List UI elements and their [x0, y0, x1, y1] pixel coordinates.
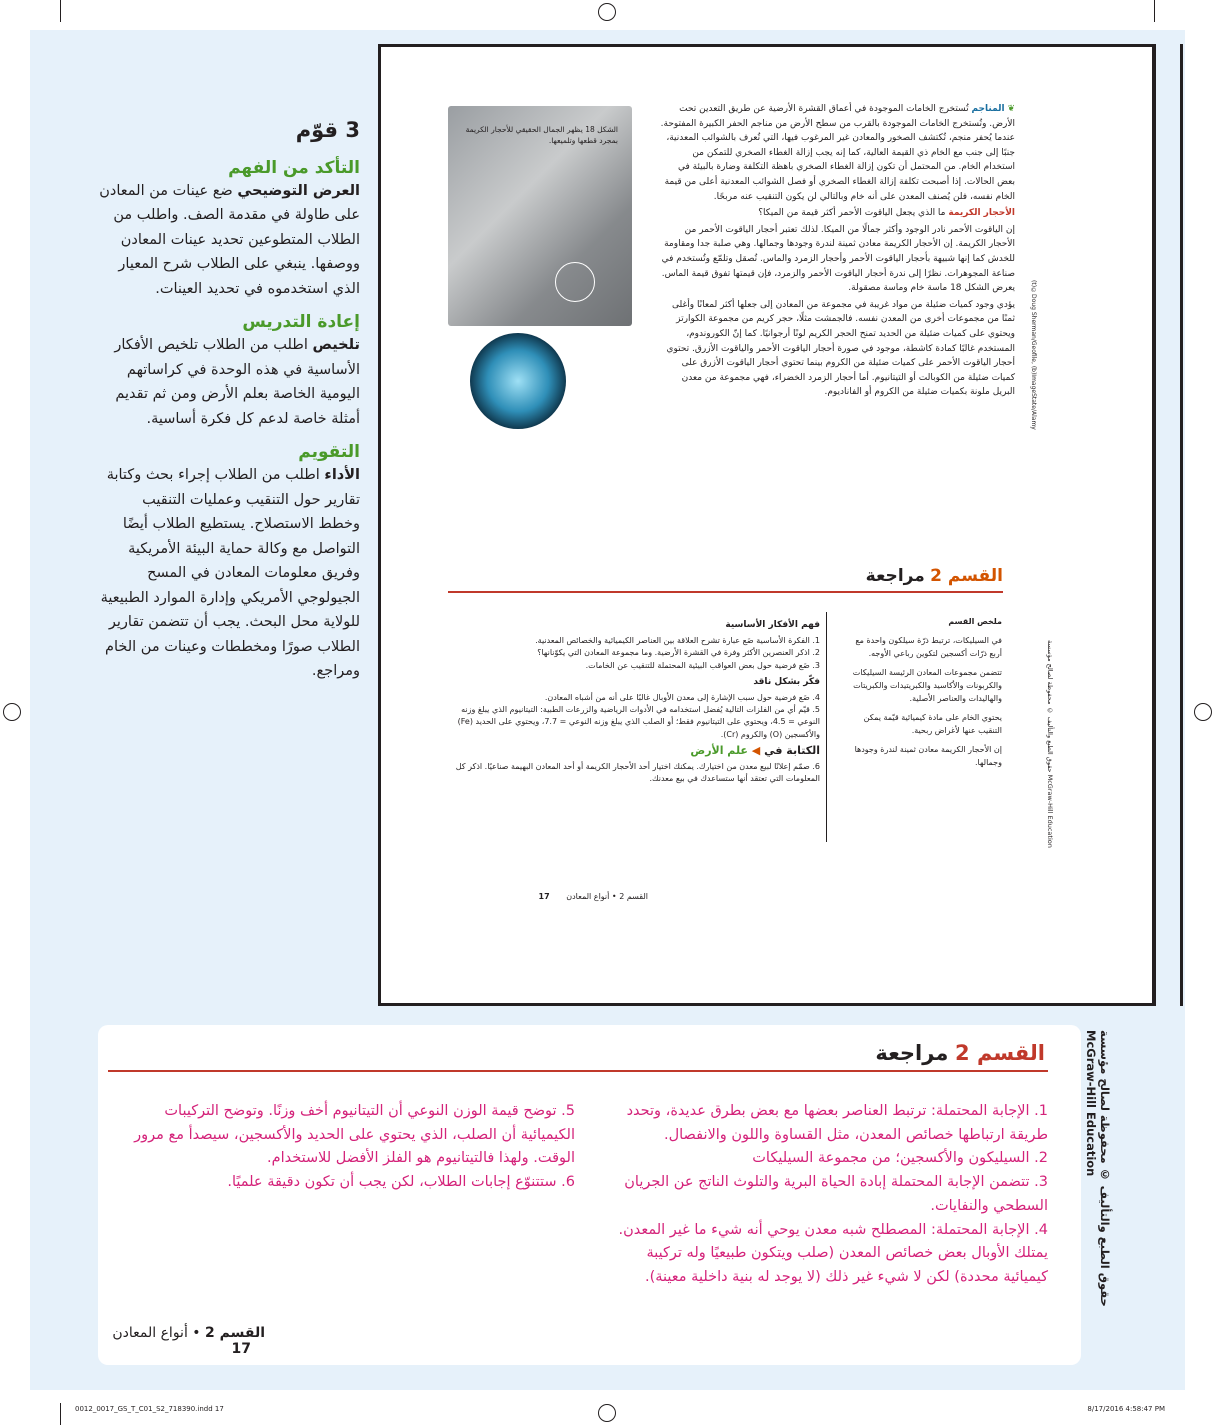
summary-item: تتضمن مجموعات المعادن الرئيسة السيليكات والكربونات والأكاسيد والكبريتيدات والكبريتات والهاليدات والعناصر الأصلية.	[852, 668, 1002, 703]
zoom-circle	[555, 262, 595, 302]
answer: 3. تتضمن الإجابة المحتملة إبادة الحياة البرية والتلوث الناتج عن الجريان السطحي والنفايات.	[624, 1174, 1048, 1214]
summary-title: ملخص القسم	[948, 617, 1002, 626]
answer: 2. السيليكون والأكسجين؛ من مجموعة السيليكات	[752, 1150, 1048, 1167]
assess-paragraph: الأداء اطلب من الطلاب إجراء بحث وكتابة تقارير حول التنقيب وعمليات التنقيب وخطط الاستصلاح. يستطيع الطلاب أيضًا التواصل مع وكالة حماية البيئة الأمريكية وفريق معلومات المعادن في المسح الجيولوجي الأمريكي وإدارة الموارد الطبيعية للولاية محل البحث. يجب أن تتضمن تقارير الطلاب صورًا ومخططات وعينات من الخام ومراجع.	[100, 467, 360, 679]
question: 4. ضَع فرضية حول سبب الإشارة إلى معدن الأوبال غالبًا على أنه من أشباه المعادن.	[544, 693, 820, 703]
mines-paragraph: ❦ المناجم تُستخرج الخامات الموجودة في أعماق القشرة الأرضية عن طريق التعدين تحت الأرض. وتُستخرج الخامات الموجودة بالقرب من سطح الأرض من مناجم الحفر الكبيرة المفتوحة. عندما يُحفر منجم، تُكتشف الصخور والمعادن غير المرغوب فيها، التي تُعرف بالشوائب المعدنية، جنبًا إلى جنب مع الخام ذي القيمة العالية، كما إنه يجب إزالة الغطاء الصخري للتمكن من استخدام الخام. من المحتمل أن تكون إزالة الغطاء الصخري باهظة التكلفة وضارة بالبيئة في بعض الحالات. إذا أصبحت تكلفة إزالة الغطاء الصخري أو فصل الشوائب المعدنية أعلى من قيمة الخام نفسه، فلن يُصنف المعدن على أنه خام وبالتالي لن يكون التنقيب عنه مربحًا.	[660, 104, 1015, 202]
crop-mark	[1154, 0, 1155, 22]
answer: 5. توضح قيمة الوزن النوعي أن التيتانيوم أخف وزنًا. وتوضح التركيبات الكيميائية أن الصلب، الذي يحتوي على الحديد والأكسجين، سيصدأ مع مرور الوقت. ولهذا فالتيتانيوم هو الفلز الأفضل للاستخدام.	[134, 1103, 575, 1167]
summary-item: في السيليكات، ترتبط ذرّة سيلكون واحدة مع أربع ذرّات أكسجين لتكوين رباعي الأوجه.	[855, 636, 1002, 658]
print-slug	[75, 1405, 1165, 1413]
answer: 4. الإجابة المحتملة: المصطلح شبه معدن يوحي أنه شيء ما غير المعدن. يمتلك الأوبال بعض خصائص المعدن (صلب ويتكون طبيعيًا وله تركيبة كيميائية محددة) لكن لا شيء غير ذلك (لا يوجد له بنية داخلية معينة).	[618, 1221, 1048, 1285]
leaf-icon: ❦	[1007, 104, 1015, 114]
questions-title: فهم الأفكار الأساسية	[725, 620, 820, 630]
photo-credit: (t)©Doug Sherman/Geofile, (b)ImageState/Alamy	[1030, 280, 1037, 430]
registration-mark	[1194, 703, 1212, 721]
gems-paragraph: إن الياقوت الأحمر نادر الوجود وأكثر جمالًا من الميكا. لذلك تعتبر أحجار الياقوت الأحمر من الأحجار الكريمة. إن الأحجار الكريمة معادن ثمينة لندرة وجودها وجمالها. وهي صلبة جدا ومقاومة للخدش كما إنها شبيهة بأحجار الياقوت الأحمر وأحجار الزمرد والماس. تُصقل وتلمّع وتُستخدم في صناعة المجوهرات. نظرًا إلى ندرة أحجار الياقوت الأحمر والزمرد، فإن قيمتها تفوق قيمة الماس. يعرض الشكل 18 ماسة خام وماسة مصقولة.	[661, 224, 1015, 294]
question: 1. الفكرة الأساسية ضَع عبارة تشرح العلاقة بين العناصر الكيميائية والخصائص المعدنية.	[535, 636, 820, 646]
teacher-panel	[98, 118, 360, 688]
summary-item: يحتوي الخام على مادة كيميائية قيّمة يمكن التنقيب عنها لأغراض ربحية.	[863, 713, 1002, 735]
assess-title: التقويم	[298, 442, 360, 462]
answer-review-heading: القسم 2 مراجعة	[875, 1041, 1045, 1065]
figure-caption: الشكل 18 يظهر الجمال الحقيقي للأحجار الكريمة بمجرد قطعها وتلميعها.	[465, 125, 618, 145]
question: 3. ضَع فرضية حول بعض العواقب البيئية المحتملة للتنقيب عن الخامات.	[585, 660, 820, 670]
copyright-credit: حقوق الطبع والتأليف © محفوظة لصالح مؤسسة McGraw-Hill Education	[1046, 640, 1054, 848]
review-questions	[455, 615, 820, 785]
answer: 1. الإجابة المحتملة: ترتبط العناصر بعضها مع بعض بطرق عديدة، وتحدد طريقة ارتباطها خصائص المعدن، مثل القساوة واللون والانفصال.	[626, 1103, 1048, 1143]
page-footer: القسم 2 • أنواع المعادن 17	[538, 892, 648, 901]
cut-diamond-photo	[470, 333, 566, 429]
page-border	[1180, 44, 1183, 1006]
registration-mark	[598, 3, 616, 21]
question: 6. صمّم إعلانًا لبيع معدن من اختيارك. يمكنك اختيار أحد الأحجار الكريمة أو أحد المعادن البهيمة صناعيًا. اذكر كل المعلومات التي تعتقد أنها ستساعدك في بيع معدنك.	[455, 762, 820, 784]
answer: 6. ستتنوّع إجابات الطلاب، لكن يجب أن تكون دقيقة علميًا.	[227, 1174, 575, 1191]
check-title: التأكد من الفهم	[228, 157, 360, 178]
answers-right	[600, 1100, 1048, 1290]
bottom-footer: القسم 2 • أنواع المعادن 17	[112, 1325, 265, 1357]
reteach-title: إعادة التدريس	[242, 312, 360, 332]
gems-paragraph-2: يؤدي وجود كميات ضئيلة من مواد غريبة في مجموعة من المعادن إلى جعلها أكثر لمعانًا وأغلى ثمنًا من مجموعات أخرى من المعدن نفسه. فالجمشت مثلًا، حجر كريم من مجموعة الكوارتز ويحتوي على كميات ضئيلة من الحديد تمنح الحجر الكريم لونًا أرجوانيًا. كما إنّ الكوروندوم، المستخدم غالبًا كمادة كاشطة، موجود في صورة أحجار الياقوت الأحمر والياقوت الأزرق. تحتوي أحجار الياقوت الأحمر على كميات ضئيلة من الكروم بينما تحتوي أحجار الياقوت الأزرق على كميات ضئيلة من الكوبالت أو التيتانيوم. أما أحجار الزمرد الخضراء، فهي مجموعة من معدن البريل ملونة بكميات ضئيلة من الكروم أو الفاناديوم.	[666, 299, 1015, 398]
check-paragraph: العرض التوضيحي ضع عينات من المعادن على طاولة في مقدمة الصف. واطلب من الطلاب المتطوعين تحديد عينات المعادن ووصفها. ينبغي على الطلاب شرح المعيار الذي استخدموه في تحديد العينات.	[99, 182, 360, 297]
registration-mark	[3, 703, 21, 721]
gems-question: الأحجار الكريمة ما الذي يجعل الياقوت الأحمر أكثر قيمة من الميكا؟	[758, 208, 1015, 219]
questions-title: فكّر بشكل ناقد	[753, 676, 820, 687]
assess-heading: 3 قوّم	[295, 118, 360, 142]
review-heading: القسم 2 مراجعة	[448, 565, 1003, 593]
summary-item: إن الأحجار الكريمة معادن ثمينة لندرة وجودها وجمالها.	[854, 745, 1002, 767]
intro-text	[660, 102, 1015, 402]
divider	[108, 1070, 1048, 1072]
section-summary	[850, 615, 1002, 775]
answers-left	[125, 1100, 575, 1195]
print-date: 8/17/2016 4:58:47 PM	[1087, 1405, 1165, 1413]
divider	[826, 612, 827, 842]
crop-mark	[60, 1403, 61, 1425]
question: 2. اذكر العنصرين الأكثر وفرة في القشرة الأرضية. وما مجموعة المعادن التي يكوّنانها؟	[537, 648, 820, 658]
questions-title: الكتابة في ◀ علم الأرض	[690, 743, 820, 757]
file-name: 0012_0017_GS_T_C01_S2_718390.indd 17	[75, 1405, 224, 1413]
side-copyright: حقوق الطبع والتأليف © محفوظة لصالح مؤسسة McGraw-Hill Education	[1084, 1030, 1112, 1307]
reteach-paragraph: تلخيص اطلب من الطلاب تلخيص الأفكار الأساسية في هذه الوحدة في كراساتهم اليومية الخاصة بعلم الأرض ومن ثم تقديم أمثلة خاصة لدعم كل فكرة أساسية.	[114, 337, 360, 427]
crop-mark	[60, 0, 61, 22]
page-border	[1152, 44, 1156, 1006]
question: 5. قيّم أي من الفلزات التالية يُفضل استخدامه في الأدوات الرياضية والزرعات الطبية: التيتانيوم الذي يبلغ وزنه النوعي = 4.5، ويحتوي على التيتانيوم فقط؛ أو الصلب الذي يبلغ وزنه النوعي = 7.7، ويحتوي على الحديد (Fe) والأكسجين (O) والكروم (Cr).	[457, 705, 820, 739]
